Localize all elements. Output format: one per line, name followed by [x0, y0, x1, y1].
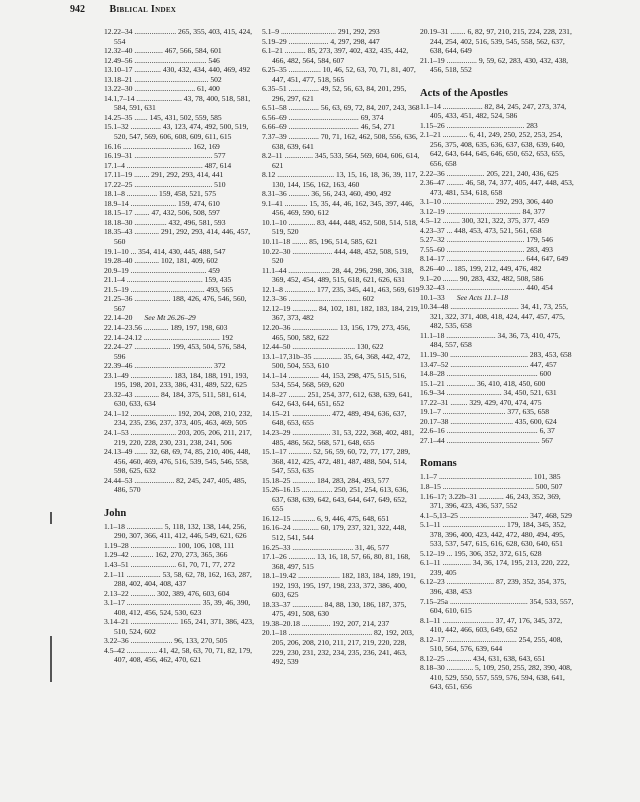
index-entry	[104, 598, 254, 617]
index-entry	[104, 84, 254, 94]
entry-text: 6.1–11 ............... 34, 36, 174, 195, 213, 220, 222, 239, 405	[420, 558, 570, 577]
index-entry	[104, 361, 254, 371]
index-entry	[104, 113, 254, 123]
entry-text: 8.12–25 ............. 434, 631, 638, 643, 651	[420, 653, 546, 663]
index-entry	[104, 151, 254, 161]
index-column-3	[420, 27, 574, 692]
index-entry	[420, 436, 574, 446]
index-entry	[104, 65, 254, 75]
margin-mark	[50, 512, 52, 524]
index-entry	[420, 369, 574, 379]
entry-text: 2.22–36 .................... 205, 221, 240, 436, 625	[420, 168, 559, 178]
index-entry	[104, 256, 254, 266]
entry-text: 6.35–51 ................ 49, 52, 56, 63, 84, 201, 295, 296, 297, 621	[262, 84, 407, 103]
entry-text: 1.29–42 ............ 162, 270, 273, 365, 366	[104, 550, 228, 560]
index-entry	[420, 245, 574, 255]
entry-text: 7.37–39 ................ 70, 71, 162, 462, 508, 556, 636, 638, 639, 641	[262, 132, 418, 151]
index-entry	[420, 169, 574, 179]
index-entry	[420, 350, 574, 360]
entry-text: 11.19–30 ......................................... 283, 453, 658	[420, 349, 572, 359]
entry-text: 14.8–27 ......... 251, 254, 377, 612, 638, 639, 641, 642, 643, 644, 651, 652	[262, 389, 412, 409]
index-entry	[420, 407, 574, 417]
index-entry	[420, 472, 574, 482]
index-entry	[262, 342, 420, 352]
entry-text: 6.12–23 ......................... 87, 239, 352, 354, 375, 396, 438, 453	[420, 577, 567, 596]
index-entry	[262, 199, 420, 218]
entry-text: 19.38–20.18 ............... 192, 207, 214, 237	[262, 618, 390, 628]
entry-text: 27.1–44 ................................................. 567	[420, 435, 553, 445]
entry-text: 9.32–43 ......................................... 440, 454	[420, 283, 553, 293]
index-entry	[420, 417, 574, 427]
index-entry	[104, 46, 254, 56]
index-entry	[262, 523, 420, 542]
index-entry	[104, 560, 254, 570]
index-entry	[104, 294, 254, 313]
entry-text: 2.13–22 ............. 302, 389, 476, 603, 604	[104, 588, 230, 598]
entry-text: 10.34–48 .................................... 34, 41, 73, 255, 321, 322, 371, 408, 418, 424, 447, 457, 475, 482, 535, 658	[420, 302, 569, 331]
index-entry	[420, 178, 574, 197]
entry-text: 22.39–46 ......................................... 372	[104, 361, 226, 371]
entry-text: 13.47–52 ......................................... 447, 457	[420, 359, 557, 369]
index-entry	[262, 285, 420, 295]
index-entry	[104, 313, 254, 323]
entry-text: 12.44–50 ................................. 130, 622	[262, 342, 384, 352]
entry-text: 5.12–19 ... 195, 306, 352, 372, 615, 628	[420, 548, 542, 558]
index-entry	[104, 75, 254, 85]
entry-text: 16.19–31 ......................................... 577	[104, 151, 226, 161]
entry-text: 5.1–11 ................................. 179, 184, 345, 352, 378, 396, 400, 423, 442, 472, 480, 494, 495, 533, 537, 547, 615, 616, 628, 630, 640, 651	[420, 520, 566, 549]
section-heading: Acts of the Apostles	[420, 87, 508, 99]
index-entry	[420, 264, 574, 274]
entry-text: 17.22–31 ......... 329, 429, 470, 474, 475	[420, 397, 542, 407]
index-entry	[262, 218, 420, 237]
index-entry	[262, 65, 420, 84]
index-entry	[262, 247, 420, 266]
index-entry	[104, 447, 254, 476]
index-entry	[420, 235, 574, 245]
entry-text: 8.2–11 ............... 345, 533, 564, 569, 604, 606, 614, 621	[262, 151, 420, 170]
index-entry	[420, 492, 574, 511]
entry-text: 16.12–15 ............ 6, 9, 446, 475, 648, 651	[262, 513, 390, 523]
index-entry	[104, 285, 254, 295]
index-entry	[104, 247, 254, 257]
entry-text: 18.18–30 ................. 432, 496, 581, 593	[104, 217, 226, 227]
entry-text: 3.1–10 ........................... 292, 293, 306, 440	[420, 197, 553, 207]
entry-text: 22.14–20	[104, 313, 133, 323]
entry-text: 8.1–11 ........................... 37, 47, 176, 345, 372, 410, 442, 466, 603, 649, 652	[420, 615, 563, 635]
entry-text: 6.51–58 ................ 56, 63, 69, 72, 84, 207, 243, 368	[262, 103, 420, 113]
index-entry	[262, 371, 420, 390]
index-entry	[420, 197, 574, 207]
index-entry	[262, 447, 420, 476]
entry-text: 8.26–40 ... 185, 199, 212, 449, 476, 482	[420, 264, 542, 274]
entry-text: 6.66–69 ..................................... 46, 54, 271	[262, 122, 395, 132]
entry-text: 18.9–14 ........................ 159, 474, 610	[104, 198, 220, 208]
index-entry	[262, 122, 420, 132]
entry-text: 1.19–28 ........................ 100, 106, 108, 111	[104, 540, 235, 550]
entry-text: 2.1–21 ............. 6, 41, 249, 250, 252, 253, 254, 256, 375, 408, 635, 636, 637, 638, 639, 640, 642, 643, 644, 645, 646, 650, 652, 653, 655, 656, 658	[420, 130, 565, 169]
index-entry	[262, 409, 420, 428]
entry-text: 1.1–18 ................... 5, 118, 132, 138, 144, 256, 290, 307, 366, 411, 412, 446, 549, 621, 626	[104, 521, 247, 541]
index-entry	[262, 27, 420, 37]
entry-text: 4.1–5,13–25 .................................... 347, 468, 529	[420, 510, 572, 520]
index-entry	[420, 302, 574, 331]
index-entry	[420, 216, 574, 226]
entry-text: 17.11–19 ........ 291, 292, 293, 414, 441	[104, 170, 224, 180]
index-entry	[104, 94, 254, 113]
see-reference: See Mt 26.26–29	[144, 313, 196, 323]
index-entry	[262, 37, 420, 47]
entry-text: 5.27–32 ......................................... 179, 546	[420, 235, 553, 245]
index-entry	[104, 476, 254, 495]
entry-text: 21.25–36 ................... 188, 426, 476, 546, 560, 567	[104, 294, 247, 313]
index-entry	[104, 227, 254, 246]
index-entry	[262, 543, 420, 553]
index-entry	[262, 113, 420, 123]
entry-text: 24.1–12 ........................ 192, 204, 208, 210, 232, 234, 235, 236, 237, 373, 405, 463, 469, 505	[104, 408, 253, 428]
entry-text: 14.1,7–14 ........................ 43, 78, 400, 518, 581, 584, 591, 631	[104, 93, 251, 113]
entry-text: 16.25–33 ................................ 31, 46, 577	[262, 542, 390, 552]
index-entry	[104, 170, 254, 180]
section-heading: Romans	[420, 458, 457, 470]
index-entry	[262, 390, 420, 409]
entry-text: 19.28–40 ............. 102, 181, 409, 602	[104, 256, 218, 266]
index-entry	[262, 266, 420, 285]
index-entry	[262, 323, 420, 342]
index-entry	[104, 122, 254, 141]
index-entry	[104, 218, 254, 228]
index-entry	[262, 485, 420, 514]
entry-text: 16.16–24 .............. 60, 179, 237, 321, 322, 448, 512, 541, 544	[262, 523, 407, 542]
entry-text: 20.19–31 ........ 6, 82, 97, 210, 215, 224, 228, 231, 244, 254, 402, 516, 539, 545, 558, 562, 637, 638, 644, 649	[420, 27, 572, 56]
entry-text: 7.15–25a ......................................... 354, 533, 557, 604, 610, 615	[420, 596, 574, 616]
entry-text: 3.14–21 ......................... 165, 241, 371, 386, 423, 510, 524, 602	[104, 617, 254, 636]
entry-text: 8.31–36 ........... 36, 56, 243, 460, 490, 492	[262, 189, 392, 199]
index-entry	[420, 520, 574, 549]
index-entry	[420, 293, 574, 303]
index-entry	[420, 654, 574, 664]
entry-text: 18.1–8 ................ 159, 458, 521, 575	[104, 189, 217, 199]
index-entry	[420, 207, 574, 217]
index-entry	[420, 511, 574, 521]
entry-text: 21.1–4 ........................................ 159, 435	[104, 275, 232, 285]
entry-text: 12.49–56 ...................................... 546	[104, 55, 220, 65]
index-entry	[262, 476, 420, 486]
entry-text: 24.44–53 ..................... 82, 245, 247, 405, 485, 486, 570	[104, 475, 247, 495]
running-title: Biblical Index	[109, 4, 177, 15]
index-entry	[262, 132, 420, 151]
index-entry	[104, 428, 254, 447]
entry-text: 16.9–34 ............................. 34, 450, 521, 631	[420, 388, 557, 398]
entry-text: 8.12–17 ..................................... 254, 255, 408, 510, 564, 576, 639, 644	[420, 634, 563, 654]
index-entry	[420, 130, 574, 168]
entry-text: 19.1–10 ... 354, 414, 430, 445, 488, 547	[104, 246, 226, 256]
entry-text: 1.15–26 ......................................... 283	[420, 120, 538, 130]
entry-text: 14.23–29 .................... 31, 53, 222, 368, 402, 481, 485, 486, 562, 568, 571, 648, 655	[262, 427, 414, 447]
page-header	[70, 4, 176, 15]
index-entry	[420, 379, 574, 389]
entry-text: 5.19–29 ..................... 4, 297, 298, 447	[262, 36, 380, 46]
entry-text: 21.5–19 ....................................... 493, 565	[104, 284, 234, 294]
entry-text: 22.24–27 ................... 199, 453, 504, 576, 584, 596	[104, 342, 247, 361]
index-entry	[104, 646, 254, 665]
entry-text: 1.43–51 ........................ 61, 70, 71, 77, 272	[104, 559, 235, 569]
entry-text: 9.1–41 ............ 15, 35, 44, 46, 162, 345, 397, 446, 456, 469, 590, 612	[262, 198, 414, 218]
entry-text: 13.1–17,31b–35 ............... 35, 64, 368, 442, 472, 500, 504, 553, 610	[262, 351, 411, 371]
entry-text: 17.1–4 ........................................ 487, 614	[104, 160, 232, 170]
index-entry	[420, 558, 574, 577]
index-entry	[104, 333, 254, 343]
index-entry	[104, 208, 254, 218]
index-entry	[104, 409, 254, 428]
margin-mark	[50, 636, 52, 682]
entry-text: 1.1–14 ..................... 82, 84, 245, 247, 273, 374, 405, 433, 451, 482, 524, 586	[420, 101, 567, 121]
index-entry	[262, 304, 420, 323]
index-entry	[420, 56, 574, 75]
entry-text: 12.32–40 ............... 467, 566, 584, 601	[104, 46, 222, 56]
index-entry	[262, 46, 420, 65]
entry-text: 12.20–36 ........................ 13, 156, 179, 273, 456, 465, 500, 582, 622	[262, 322, 411, 342]
index-entry	[420, 121, 574, 131]
entry-text: 18.35–43 ............. 291, 292, 293, 414, 446, 457, 560	[104, 227, 251, 247]
index-entry	[104, 342, 254, 361]
entry-text: 8.14–17 ......................................... 644, 647, 649	[420, 254, 569, 264]
index-entry	[262, 571, 420, 600]
entry-text: 17.22–25 ......................................... 510	[104, 179, 226, 189]
index-entry	[104, 636, 254, 646]
index-entry	[104, 27, 254, 46]
entry-text: 1.16–17; 3.22b–31 ............. 46, 243, 352, 369, 371, 396, 423, 436, 537, 552	[420, 491, 561, 511]
index-entry	[420, 388, 574, 398]
entry-text: 3.22–36 ...................... 96, 133, 270, 505	[104, 636, 228, 646]
index-entry	[420, 102, 574, 121]
entry-text: 8.18–30 .............. 5, 109, 250, 255, 282, 390, 408, 410, 529, 550, 557, 559, 576, 594, 638, 641, 643, 651, 656	[420, 663, 572, 692]
index-entry	[262, 628, 420, 666]
index-entry	[420, 426, 574, 436]
index-entry	[104, 390, 254, 409]
index-entry	[262, 619, 420, 629]
index-entry	[104, 589, 254, 599]
index-entry	[104, 323, 254, 333]
index-entry	[420, 226, 574, 236]
entry-text: 23.32–43 ............. 84, 184, 375, 511, 581, 614, 630, 633, 634	[104, 389, 247, 409]
entry-text: 10.1–33	[420, 292, 445, 302]
entry-text: 15.1–17 ............ 52, 56, 59, 60, 72, 77, 177, 289, 368, 412, 425, 472, 481, 487, 488, 504, 514, 547, 553, 635	[262, 447, 411, 476]
entry-text: 8.12 .............................. 13, 15, 16, 18, 36, 39, 117, 130, 144, 156, 162, 163, 460	[262, 170, 418, 189]
entry-text: 4.23–37 ... 448, 453, 473, 521, 561, 658	[420, 225, 542, 235]
entry-text: 4.5–42 ................ 41, 42, 58, 63, 70, 71, 82, 179, 407, 408, 456, 462, 470, 621	[104, 645, 253, 665]
index-entry	[104, 266, 254, 276]
entry-text: 13.18–21 ....................................... 502	[104, 74, 222, 84]
entry-text: 1.8–15 ................................................ 500, 507	[420, 481, 563, 491]
entry-text: 12.1–8 ................ 177, 235, 345, 441, 463, 569, 619	[262, 284, 420, 294]
entry-text: 20.1–18 ............................................ 82, 192, 203, 205, 206, 208, 210, 211, 217, 219, 220, 228, 229, 230, 231, 232, 234, 235, 236, 241, 463, 492, 539	[262, 628, 414, 667]
index-entry	[262, 103, 420, 113]
entry-text: 22.14–23.56 ............. 189, 197, 198, 603	[104, 322, 228, 332]
index-entry	[262, 352, 420, 371]
entry-text: 7.55–60 ......................................... 283, 493	[420, 244, 553, 254]
index-entry	[104, 161, 254, 171]
index-entry	[104, 617, 254, 636]
entry-text: 23.1–49 ...................... 183, 184, 188, 191, 193, 195, 198, 201, 233, 386, 431, 489, 522, 625	[104, 370, 249, 390]
entry-text: 13.10–17 .............. 430, 432, 434, 440, 469, 492	[104, 65, 251, 75]
entry-text: 4.5–12 ......... 300, 321, 322, 375, 377, 459	[420, 216, 550, 226]
entry-text: 14.1–14 ................ 44, 153, 298, 475, 515, 516, 534, 554, 568, 569, 620	[262, 370, 407, 390]
entry-text: 20.9–19 ........................................ 459	[104, 265, 220, 275]
entry-text: 3.12–19 ....................................... 84, 377	[420, 206, 546, 216]
entry-text: 6.1–21 ........... 85, 273, 397, 402, 432, 435, 442, 466, 482, 564, 584, 607	[262, 46, 409, 65]
index-entry	[420, 283, 574, 293]
entry-text: 14.8–28 ................................................ 600	[420, 369, 551, 379]
index-entry	[420, 331, 574, 350]
index-entry	[262, 170, 420, 189]
entry-text: 17.1–26 .............. 13, 16, 18, 57, 66, 80, 81, 168, 368, 497, 515	[262, 552, 411, 571]
index-entry	[420, 635, 574, 654]
index-column-1	[104, 27, 254, 665]
entry-text: 21.1–19 ................ 9, 59, 62, 283, 430, 432, 438, 456, 518, 552	[420, 55, 569, 75]
entry-text: 12.22–34 ...................... 265, 355, 403, 415, 424, 554	[104, 27, 253, 46]
entry-text: 18.33–37 ................ 84, 88, 130, 186, 187, 375, 475, 491, 508, 630	[262, 599, 407, 619]
index-entry	[262, 600, 420, 619]
index-entry	[262, 552, 420, 571]
index-entry	[104, 180, 254, 190]
index-entry	[420, 549, 574, 559]
entry-text: 20.17–38 ................................. 435, 600, 624	[420, 416, 557, 426]
index-entry	[104, 199, 254, 209]
entry-text: 24.13–49 ....... 32, 68, 69, 74, 85, 210, 406, 448, 456, 460, 469, 476, 516, 539, 545, 546, 558, 598, 625, 632	[104, 447, 251, 476]
entry-text: 18.1–19.42 ...................... 182, 183, 184, 189, 191, 192, 193, 195, 197, 198, 233, 372, 386, 400, 603, 625	[262, 571, 416, 600]
entry-text: 15.18–25 ............ 184, 283, 284, 493, 577	[262, 475, 390, 485]
entry-text: 18.15–17 ........ 47, 432, 506, 508, 597	[104, 208, 220, 218]
index-entry	[420, 597, 574, 616]
index-entry	[104, 189, 254, 199]
index-entry	[420, 27, 574, 56]
index-entry	[104, 570, 254, 589]
index-entry	[420, 663, 574, 692]
entry-text: 15.1–21 ............... 36, 410, 418, 450, 600	[420, 378, 546, 388]
entry-text: 15.26–16.15 ................ 250, 251, 254, 613, 636, 637, 638, 639, 642, 643, 644, 647, 649, 652, 655	[262, 485, 409, 514]
index-entry	[104, 371, 254, 390]
index-entry	[104, 550, 254, 560]
index-column-2	[262, 27, 420, 667]
index-entry	[420, 274, 574, 284]
entry-text: 12.12–19 ............. 84, 102, 181, 182, 183, 184, 219, 367, 373, 482	[262, 303, 420, 323]
entry-text: 2.1–11 .................. 53, 58, 62, 78, 162, 163, 287, 288, 402, 404, 408, 437	[104, 569, 252, 589]
entry-text: 5.1–9 ............................. 291, 292, 293	[262, 27, 380, 36]
entry-text: 10.1–10 .............. 83, 444, 448, 452, 508, 514, 518, 519, 520	[262, 217, 418, 237]
index-entry	[104, 275, 254, 285]
page-number: 942	[70, 4, 85, 15]
index-entry	[262, 428, 420, 447]
section-heading: John	[104, 507, 127, 519]
index-entry	[420, 254, 574, 264]
index-entry	[262, 514, 420, 524]
index-entry	[104, 541, 254, 551]
index-entry	[262, 151, 420, 170]
entry-text: 9.1–20 ........ 90, 283, 432, 482, 508, 586	[420, 273, 544, 283]
index-entry	[420, 616, 574, 635]
index-entry	[104, 142, 254, 152]
entry-text: 3.1–17 ....................................... 35, 39, 46, 390, 408, 412, 456, 524, 530, 623	[104, 598, 251, 617]
entry-text: 11.1–18 .......................... 34, 36, 73, 410, 475, 484, 557, 658	[420, 330, 561, 350]
entry-text: 12.3–36 ...................................... 602	[262, 294, 375, 304]
index-entry	[420, 482, 574, 492]
entry-text: 15.1–32 ................ 43, 123, 474, 492, 500, 519, 520, 547, 569, 606, 608, 609, 611, 615	[104, 122, 249, 142]
entry-text: 6.56–69 ..................................... 69, 374	[262, 112, 384, 122]
entry-text: 14.25–35 ....... 145, 431, 502, 559, 585	[104, 112, 222, 122]
entry-text: 10.22–30 ..................... 444, 448, 452, 508, 519, 520	[262, 246, 409, 266]
index-entry	[262, 237, 420, 247]
index-entry	[104, 56, 254, 66]
entry-text: 6.25–35 ................. 10, 46, 52, 63, 70, 71, 81, 407, 447, 451, 477, 518, 565	[262, 65, 416, 84]
entry-text: 13.22–30 ................................ 61, 400	[104, 84, 220, 94]
index-entry	[420, 360, 574, 370]
entry-text: 16.16 .................................... 162, 169	[104, 141, 220, 151]
entry-text: 14.15–21 .................... 472, 489, 494, 636, 637, 648, 653, 655	[262, 408, 407, 428]
index-entry	[262, 294, 420, 304]
entry-text: 22.14–24.12 ........................................ 192	[104, 332, 234, 342]
entry-text: 24.1–53 ........................ 203, 205, 206, 211, 217, 219, 220, 228, 230, 231, 238, 241, 506	[104, 427, 252, 447]
entry-text: 2.36–47 ......... 46, 58, 74, 377, 405, 447, 448, 453, 473, 481, 534, 618, 658	[420, 178, 574, 197]
see-reference: See Acts 11.1–18	[456, 292, 509, 302]
index-entry	[104, 522, 254, 541]
entry-text: 19.1–7 ................................. 377, 635, 658	[420, 407, 550, 417]
index-entry	[420, 577, 574, 596]
entry-text: 10.11–18 ........ 85, 196, 514, 585, 621	[262, 237, 378, 247]
index-entry	[420, 398, 574, 408]
index-entry	[262, 189, 420, 199]
entry-text: 1.1–7 ................................................. 101, 385	[420, 472, 561, 482]
entry-text: 22.6–16 ................................................ 6, 37	[420, 426, 555, 436]
entry-text: 11.1–44 ...................... 28, 44, 296, 298, 306, 318, 369, 452, 454, 489, 515, 618, 621, 626, 631	[262, 265, 414, 285]
index-entry	[262, 84, 420, 103]
